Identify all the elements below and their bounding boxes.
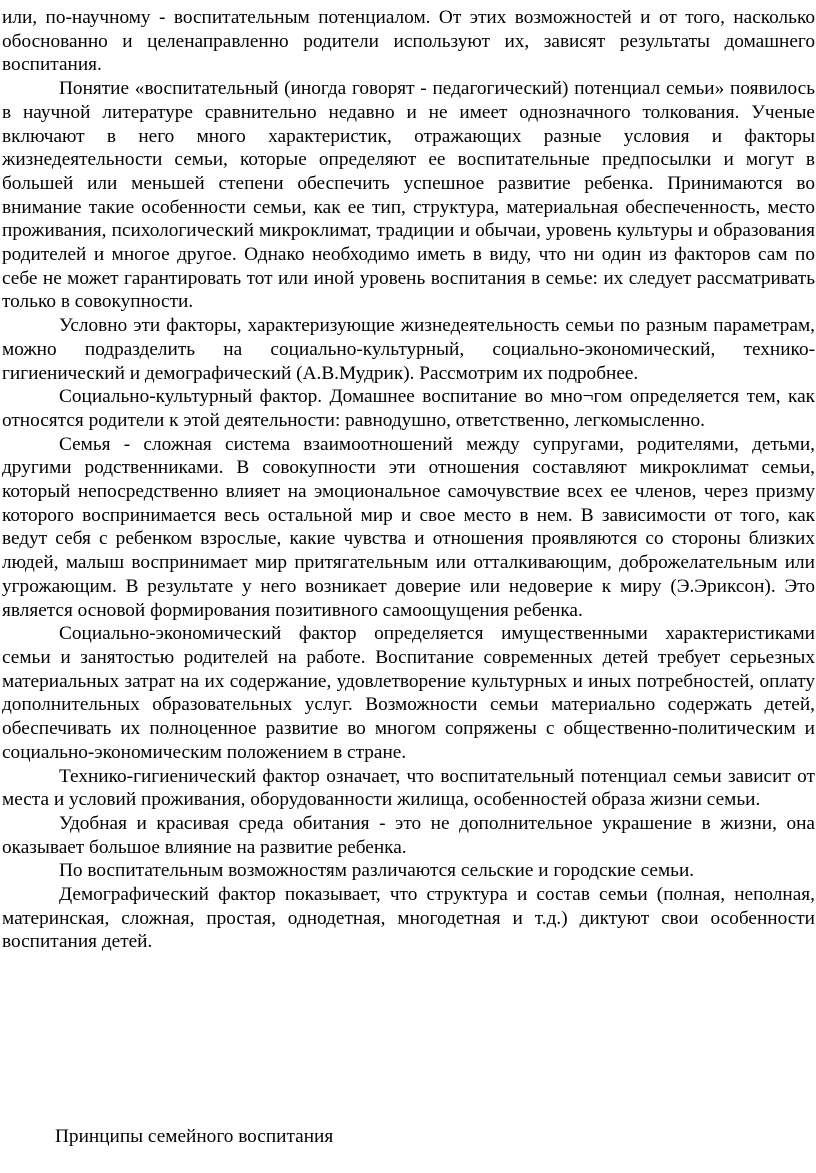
paragraph-1: или, по-научному - воспитательным потенциалом. От этих возможностей и от того, насколько обоснованно и целенаправленно родители используют их, зависят результаты домашнего воспитания. (2, 7, 815, 76)
paragraph-10: Демографический фактор показывает, что структура и состав семьи (полная, неполная, материнская, сложная, простая, однодетная, многодетная и т.д.) диктуют свои особенности воспитания детей. (2, 884, 815, 953)
section-heading: Принципы семейного воспитания (55, 1126, 334, 1147)
paragraph-8: Удобная и красивая среда обитания - это не дополнительное украшение в жизни, она оказывает большое влияние на развитие ребенка. (2, 812, 815, 858)
paragraph-7: Технико-гигиенический фактор означает, что воспитательный потенциал семьи зависит от места и условий проживания, оборудованности жилища, особенностей образа жизни семьи. (2, 765, 815, 811)
paragraph-9: По воспитательным возможностям различаются сельские и городские семьи. (59, 860, 695, 882)
paragraph-2: Понятие «воспитательный (иногда говорят - педагогический) потенциал семьи» появилось в научной литературе сравнительно недавно и не имеет однозначного толкования. Ученые включают в него много характеристик, отражающих разные условия и факторы жизнедеятельности семьи, которые определяют ее воспитательные предпосылки и могут в большей или меньшей степени обеспечить успешное развитие ребенка. Принимаются во внимание такие особенности семьи, как ее тип, структура, материальная обеспеченность, место проживания, психологический микроклимат, традиции и обычаи, уровень культуры и образования родителей и многое другое. Однако необходимо иметь в виду, что ни один из факторов сам по себе не может гарантировать тот или иной уровень воспитания в семье: их следует рассматривать только в совокупности. (2, 78, 815, 313)
paragraph-6: Социально-экономический фактор определяется имущественными характеристиками семьи и занятостью родителей на работе. Воспитание современных детей требует серьезных материальных затрат на их содержание, удовлетворение культурных и иных потребностей, оплату дополнительных образовательных услуг. Возможности семьи материально содержать детей, обеспечивать их полноценное развитие во многом сопряжены с общественно-политическим и социально-экономическим положением в стране. (2, 623, 815, 763)
paragraph-5: Семья - сложная система взаимоотношений между супругами, родителями, детьми, другими родственниками. В совокупности эти отношения составляют микроклимат семьи, который непосредственно влияет на эмоциональное самочувствие всех ее членов, через призму которого воспринимается весь остальной мир и свое место в нем. В зависимости от того, как ведут себя с ребенком взрослые, какие чувства и отношения проявляются со стороны близких людей, малыш воспринимает мир притягательным или отталкивающим, доброжелательным или угрожающим. В результате у него возникает доверие или недоверие к миру (Э.Эриксон). Это является основой формирования позитивного самоощущения ребенка. (2, 433, 815, 621)
paragraph-3: Условно эти факторы, характеризующие жизнедеятельность семьи по разным параметрам, можно подразделить на социально-культурный, социально-экономический, технико-гигиенический и демографический (А.В.Мудрик). Рассмотрим их подробнее. (2, 315, 815, 384)
paragraph-4: Социально-культурный фактор. Домашнее воспитание во мно¬гом определяется тем, как относятся родители к этой деятельности: равнодушно, ответственно, легкомысленно. (2, 386, 815, 431)
